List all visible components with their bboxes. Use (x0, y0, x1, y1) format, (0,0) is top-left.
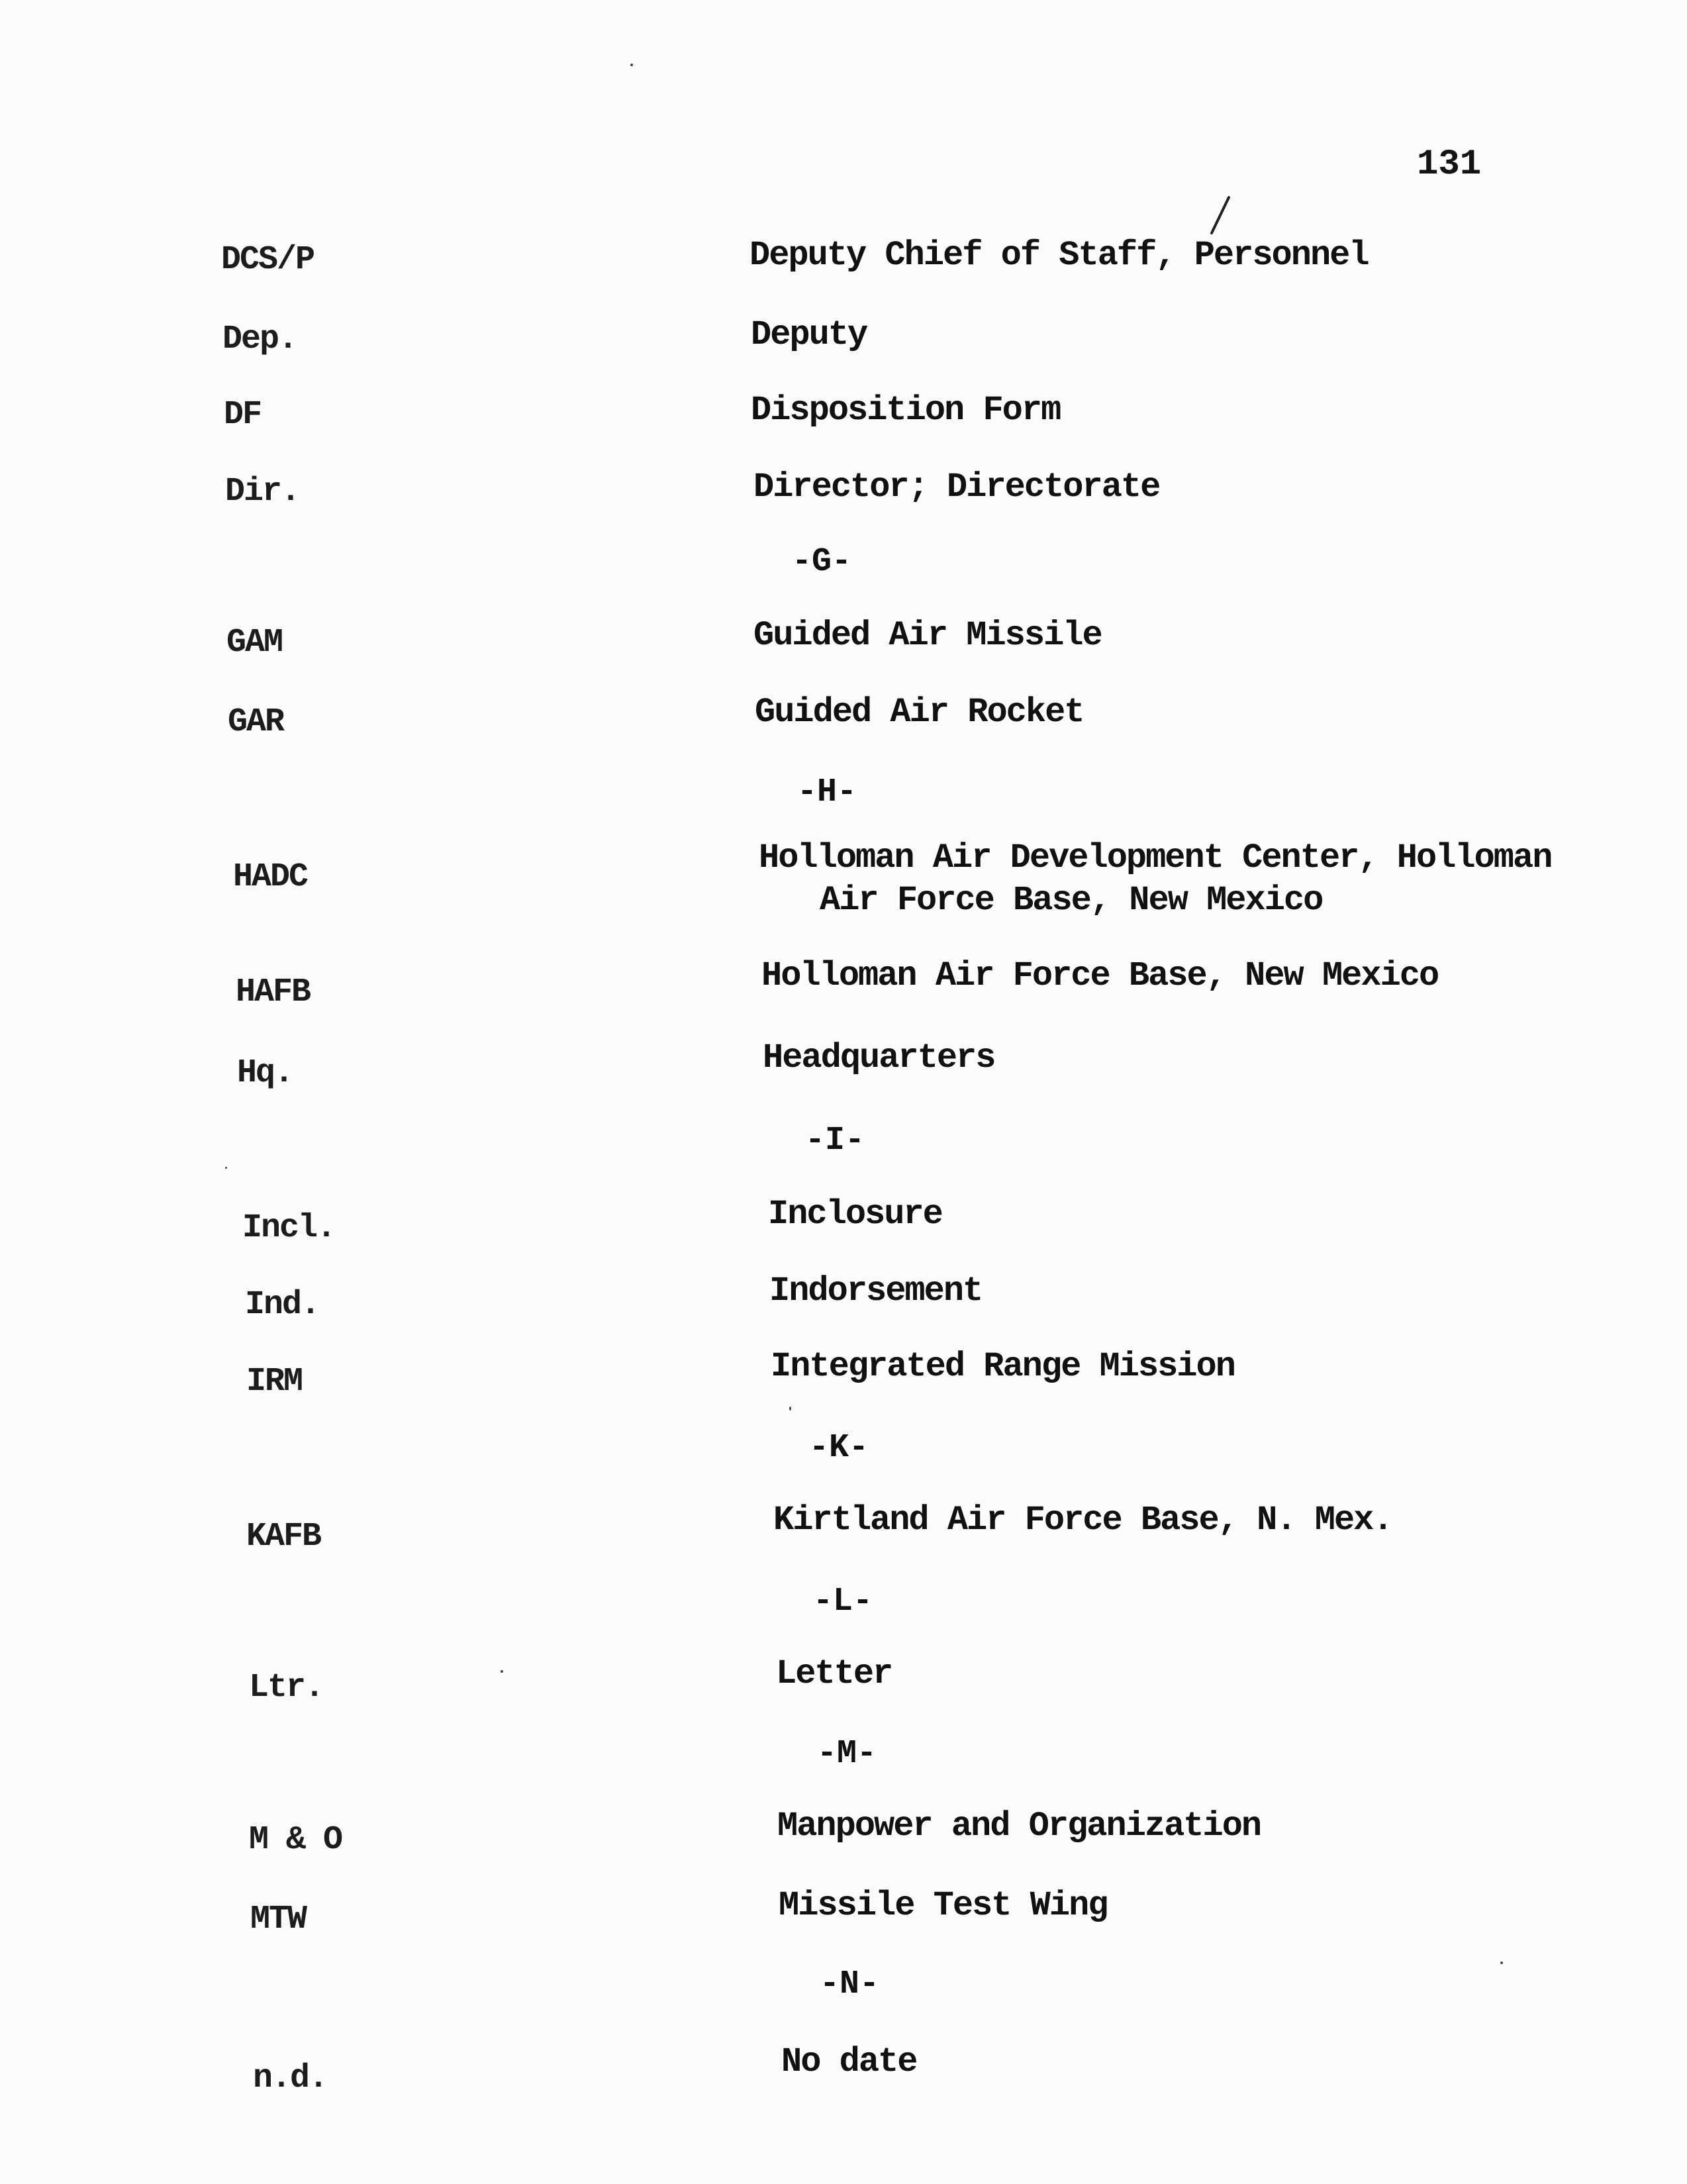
definition: Deputy Chief of Staff, Personnel (749, 236, 1369, 275)
definition: Headquarters (763, 1038, 995, 1077)
definition: No date (781, 2042, 917, 2081)
speck (789, 1407, 791, 1411)
definition: Missile Test Wing (779, 1886, 1108, 1925)
entry-row (0, 315, 1687, 375)
section-letter: -G- (792, 543, 852, 581)
abbreviation: M & O (249, 1821, 342, 1859)
entry-row (0, 2042, 1687, 2102)
abbreviation: DCS/P (221, 241, 314, 279)
entry-row (0, 1807, 1687, 1866)
speck (225, 1167, 227, 1169)
abbreviation: GAR (228, 703, 284, 741)
abbreviation: MTW (250, 1901, 307, 1938)
entry-row (0, 1501, 1687, 1560)
entry-row (0, 1654, 1687, 1714)
entry-row (0, 1886, 1687, 1946)
definition-continuation: Air Force Base, New Mexico (820, 881, 1323, 920)
abbreviation: Ind. (245, 1286, 320, 1324)
definition: Integrated Range Mission (771, 1347, 1235, 1386)
entry-row (0, 468, 1687, 527)
section-letter: -N- (820, 1965, 880, 2003)
definition: Indorsement (769, 1271, 983, 1311)
definition: Guided Air Rocket (755, 693, 1084, 732)
abbreviation: Hq. (237, 1054, 293, 1092)
definition: Inclosure (768, 1195, 942, 1234)
entry-row (0, 1038, 1687, 1098)
entry-row (0, 1347, 1687, 1407)
entry-row (0, 1195, 1687, 1254)
definition: Holloman Air Force Base, New Mexico (761, 956, 1439, 995)
definition: Deputy (751, 315, 867, 354)
section-letter: -I- (805, 1122, 865, 1160)
entry-row (0, 1271, 1687, 1331)
abbreviation: HAFB (236, 973, 311, 1011)
abbreviation: Incl. (242, 1209, 336, 1247)
definition: Guided Air Missile (753, 616, 1102, 655)
entry-row (0, 391, 1687, 450)
section-letter: -H- (797, 773, 857, 811)
definition: Director; Directorate (753, 468, 1160, 507)
definition: Holloman Air Development Center, Holloman (759, 838, 1552, 877)
definition: Letter (776, 1654, 892, 1693)
handwritten-check-mark (1205, 196, 1231, 236)
section-letter: -K- (809, 1429, 869, 1467)
section-letter: -L- (813, 1583, 873, 1620)
entry-row (0, 616, 1687, 675)
entry-row (0, 693, 1687, 752)
speck (630, 64, 633, 66)
abbreviation: Ltr. (249, 1669, 324, 1707)
definition: Kirtland Air Force Base, N. Mex. (773, 1501, 1392, 1540)
abbreviation: Dir. (225, 473, 300, 511)
entry-row (0, 838, 1687, 938)
definition: Disposition Form (751, 391, 1061, 430)
abbreviation: Dep. (222, 321, 297, 358)
page-number: 131 (1417, 144, 1482, 185)
abbreviation: n.d. (253, 2060, 328, 2097)
abbreviation: GAM (226, 624, 283, 662)
abbreviation: KAFB (246, 1518, 321, 1556)
definition: Manpower and Organization (777, 1807, 1261, 1846)
speck (1500, 1961, 1503, 1964)
abbreviation: DF (224, 396, 262, 434)
abbreviation: IRM (246, 1363, 303, 1401)
entry-row (0, 236, 1687, 295)
abbreviation: HADC (233, 858, 308, 896)
entry-row (0, 956, 1687, 1016)
section-letter: -M- (817, 1735, 877, 1773)
